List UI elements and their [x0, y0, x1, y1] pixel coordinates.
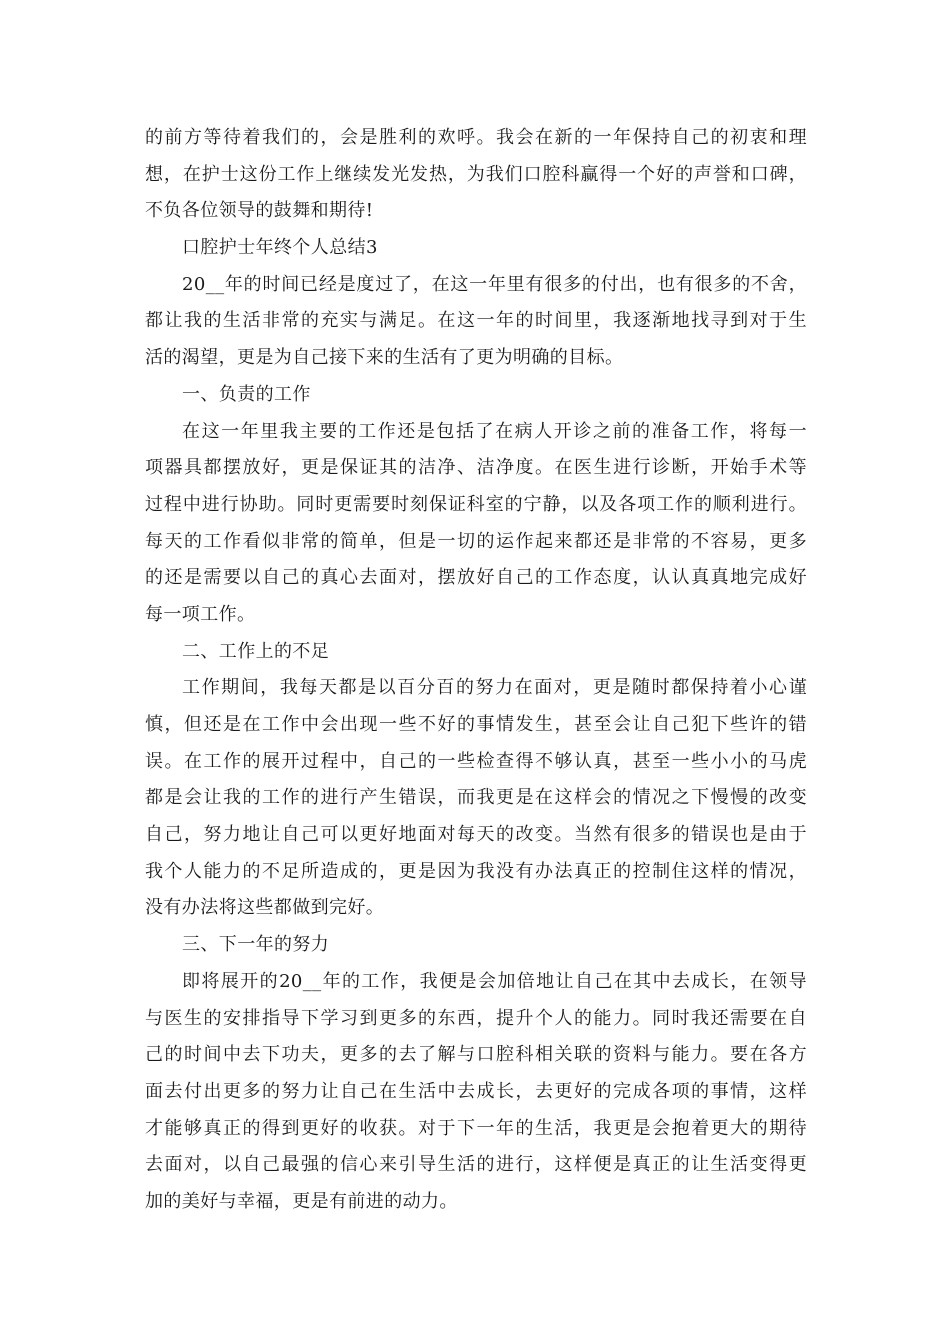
- text-line: 误。在工作的展开过程中，自己的一些检查得不够认真，甚至一些小小的马虎: [145, 750, 807, 772]
- text-line: 自己，努力地让自己可以更好地面对每天的改变。当然有很多的错误也是由于: [145, 824, 807, 846]
- text-line: 过程中进行协助。同时更需要时刻保证科室的宁静，以及各项工作的顺利进行。: [145, 493, 807, 515]
- text-line: 在这一年里我主要的工作还是包括了在病人开诊之前的准备工作，将每一: [182, 420, 807, 442]
- document-body: [145, 120, 807, 1221]
- text-line: 项器具都摆放好，更是保证其的洁净、洁净度。在医生进行诊断，开始手术等: [145, 457, 807, 479]
- text-line: 的还是需要以自己的真心去面对，摆放好自己的工作态度，认认真真地完成好: [145, 567, 807, 589]
- text-line: 一、负责的工作: [182, 383, 311, 405]
- text-line: 加的美好与幸福，更是有前进的动力。: [145, 1190, 458, 1212]
- text-line: 我个人能力的不足所造成的，更是因为我没有办法真正的控制住这样的情况，: [145, 860, 807, 882]
- text-line: 口腔护士年终个人总结3: [182, 237, 378, 259]
- text-line: 二、工作上的不足: [182, 640, 330, 662]
- text-line: 每天的工作看似非常的简单，但是一切的运作起来都还是非常的不容易，更多: [145, 530, 807, 552]
- text-line: 都让我的生活非常的充实与满足。在这一年的时间里，我逐渐地找寻到对于生: [145, 310, 807, 332]
- text-line: 即将展开的20__年的工作，我便是会加倍地让自己在其中去成长，在领导: [182, 970, 807, 992]
- text-line: 三、下一年的努力: [182, 934, 330, 956]
- text-line: 都是会让我的工作的进行产生错误，而我更是在这样会的情况之下慢慢的改变: [145, 787, 807, 809]
- text-line: 的前方等待着我们的，会是胜利的欢呼。我会在新的一年保持自己的初衷和理: [145, 127, 807, 148]
- text-line: 己的时间中去下功夫，更多的去了解与口腔科相关联的资料与能力。要在各方: [145, 1044, 807, 1066]
- text-line: 面去付出更多的努力让自己在生活中去成长，去更好的完成各项的事情，这样: [145, 1080, 807, 1102]
- text-line: 想，在护士这份工作上继续发光发热，为我们口腔科赢得一个好的声誉和口碑，: [145, 163, 807, 185]
- text-line: 慎，但还是在工作中会出现一些不好的事情发生，甚至会让自己犯下些许的错: [145, 714, 807, 735]
- text-line: 才能够真正的得到更好的收获。对于下一年的生活，我更是会抱着更大的期待: [145, 1117, 807, 1139]
- text-line: 没有办法将这些都做到完好。: [145, 897, 385, 919]
- text-line: 20__年的时间已经是度过了，在这一年里有很多的付出，也有很多的不舍，: [182, 273, 807, 295]
- text-line: 活的渴望，更是为自己接下来的生活有了更为明确的目标。: [145, 347, 624, 369]
- text-line: 每一项工作。: [145, 603, 256, 625]
- text-line: 与医生的安排指导下学习到更多的东西，提升个人的能力。同时我还需要在自: [145, 1007, 807, 1029]
- text-line: 工作期间，我每天都是以百分百的努力在面对，更是随时都保持着小心谨: [182, 677, 807, 699]
- text-line: 不负各位领导的鼓舞和期待!: [145, 200, 374, 222]
- text-line: 去面对，以自己最强的信心来引导生活的进行，这样便是真正的让生活变得更: [145, 1154, 807, 1176]
